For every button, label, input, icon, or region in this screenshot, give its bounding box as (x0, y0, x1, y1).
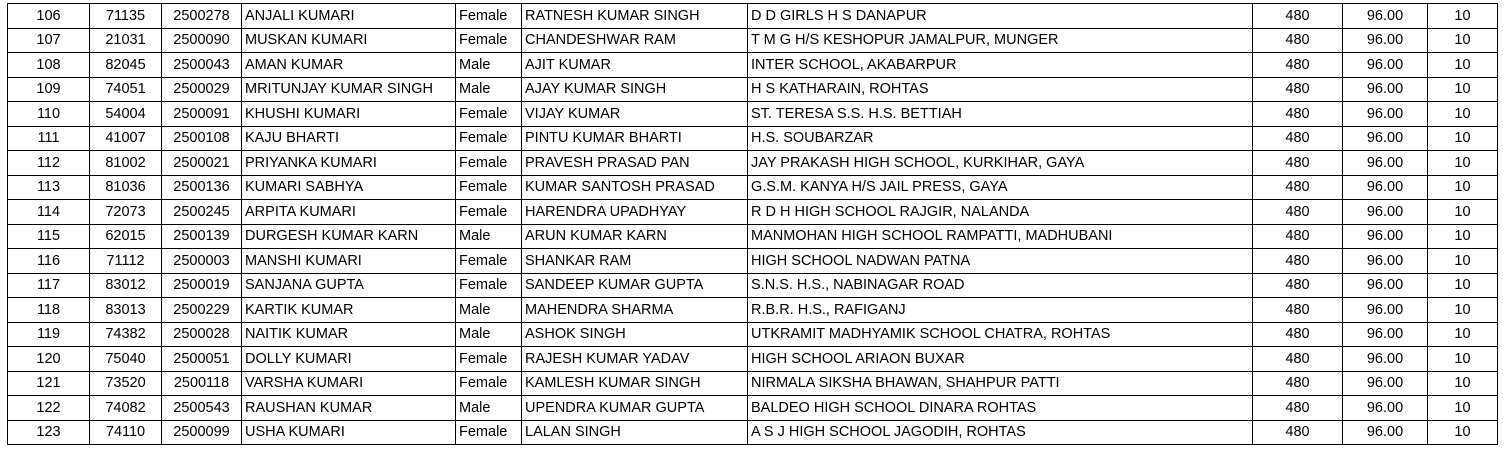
father-name-cell: PINTU KUMAR BHARTI (522, 126, 748, 151)
school-code-cell: 74110 (90, 420, 162, 445)
serial-number-cell: 116 (8, 249, 90, 274)
marks-cell: 480 (1253, 298, 1343, 323)
serial-number-cell: 108 (8, 53, 90, 78)
percentage-cell: 96.00 (1343, 77, 1428, 102)
percentage-cell: 96.00 (1343, 298, 1428, 323)
student-name-cell: ANJALI KUMARI (242, 4, 456, 29)
percentage-cell: 96.00 (1343, 151, 1428, 176)
table-row (8, 28, 1498, 53)
student-name-cell: RAUSHAN KUMAR (242, 396, 456, 421)
serial-number-cell: 115 (8, 224, 90, 249)
marks-cell: 480 (1253, 77, 1343, 102)
table-row (8, 53, 1498, 78)
school-code-cell: 41007 (90, 126, 162, 151)
serial-number-cell: 110 (8, 102, 90, 127)
marks-cell: 480 (1253, 224, 1343, 249)
gender-cell: Female (456, 371, 522, 396)
rank-cell: 10 (1428, 175, 1498, 200)
father-name-cell: MAHENDRA SHARMA (522, 298, 748, 323)
school-code-cell: 62015 (90, 224, 162, 249)
roll-number-cell: 2500118 (162, 371, 242, 396)
roll-number-cell: 2500029 (162, 77, 242, 102)
gender-cell: Female (456, 273, 522, 298)
gender-cell: Male (456, 298, 522, 323)
table-row (8, 347, 1498, 372)
rank-cell: 10 (1428, 77, 1498, 102)
school-code-cell: 74051 (90, 77, 162, 102)
father-name-cell: VIJAY KUMAR (522, 102, 748, 127)
student-name-cell: AMAN KUMAR (242, 53, 456, 78)
school-name-cell: G.S.M. KANYA H/S JAIL PRESS, GAYA (748, 175, 1253, 200)
school-code-cell: 82045 (90, 53, 162, 78)
marks-cell: 480 (1253, 4, 1343, 29)
father-name-cell: ASHOK SINGH (522, 322, 748, 347)
rank-cell: 10 (1428, 249, 1498, 274)
rank-cell: 10 (1428, 126, 1498, 151)
rank-cell: 10 (1428, 298, 1498, 323)
percentage-cell: 96.00 (1343, 53, 1428, 78)
table-row (8, 420, 1498, 445)
school-name-cell: MANMOHAN HIGH SCHOOL RAMPATTI, MADHUBANI (748, 224, 1253, 249)
rank-cell: 10 (1428, 371, 1498, 396)
student-name-cell: SANJANA GUPTA (242, 273, 456, 298)
gender-cell: Female (456, 200, 522, 225)
student-name-cell: KHUSHI KUMARI (242, 102, 456, 127)
father-name-cell: UPENDRA KUMAR GUPTA (522, 396, 748, 421)
school-name-cell: UTKRAMIT MADHYAMIK SCHOOL CHATRA, ROHTAS (748, 322, 1253, 347)
percentage-cell: 96.00 (1343, 200, 1428, 225)
father-name-cell: PRAVESH PRASAD PAN (522, 151, 748, 176)
serial-number-cell: 121 (8, 371, 90, 396)
student-name-cell: KAJU BHARTI (242, 126, 456, 151)
rank-cell: 10 (1428, 396, 1498, 421)
roll-number-cell: 2500245 (162, 200, 242, 225)
student-name-cell: MANSHI KUMARI (242, 249, 456, 274)
father-name-cell: KAMLESH KUMAR SINGH (522, 371, 748, 396)
serial-number-cell: 123 (8, 420, 90, 445)
father-name-cell: RATNESH KUMAR SINGH (522, 4, 748, 29)
marks-cell: 480 (1253, 102, 1343, 127)
rank-cell: 10 (1428, 4, 1498, 29)
percentage-cell: 96.00 (1343, 224, 1428, 249)
father-name-cell: AJAY KUMAR SINGH (522, 77, 748, 102)
serial-number-cell: 119 (8, 322, 90, 347)
school-name-cell: JAY PRAKASH HIGH SCHOOL, KURKIHAR, GAYA (748, 151, 1253, 176)
gender-cell: Male (456, 322, 522, 347)
father-name-cell: SANDEEP KUMAR GUPTA (522, 273, 748, 298)
percentage-cell: 96.00 (1343, 126, 1428, 151)
gender-cell: Female (456, 151, 522, 176)
father-name-cell: RAJESH KUMAR YADAV (522, 347, 748, 372)
student-name-cell: KARTIK KUMAR (242, 298, 456, 323)
father-name-cell: CHANDESHWAR RAM (522, 28, 748, 53)
rank-cell: 10 (1428, 151, 1498, 176)
gender-cell: Female (456, 126, 522, 151)
student-name-cell: DURGESH KUMAR KARN (242, 224, 456, 249)
student-name-cell: ARPITA KUMARI (242, 200, 456, 225)
serial-number-cell: 113 (8, 175, 90, 200)
rank-cell: 10 (1428, 224, 1498, 249)
percentage-cell: 96.00 (1343, 28, 1428, 53)
school-name-cell: H S KATHARAIN, ROHTAS (748, 77, 1253, 102)
student-name-cell: MRITUNJAY KUMAR SINGH (242, 77, 456, 102)
father-name-cell: KUMAR SANTOSH PRASAD (522, 175, 748, 200)
school-code-cell: 72073 (90, 200, 162, 225)
school-name-cell: H.S. SOUBARZAR (748, 126, 1253, 151)
percentage-cell: 96.00 (1343, 347, 1428, 372)
gender-cell: Female (456, 249, 522, 274)
school-name-cell: HIGH SCHOOL NADWAN PATNA (748, 249, 1253, 274)
marks-cell: 480 (1253, 151, 1343, 176)
serial-number-cell: 120 (8, 347, 90, 372)
serial-number-cell: 106 (8, 4, 90, 29)
serial-number-cell: 109 (8, 77, 90, 102)
rank-cell: 10 (1428, 200, 1498, 225)
school-code-cell: 75040 (90, 347, 162, 372)
father-name-cell: HARENDRA UPADHYAY (522, 200, 748, 225)
percentage-cell: 96.00 (1343, 249, 1428, 274)
serial-number-cell: 107 (8, 28, 90, 53)
roll-number-cell: 2500139 (162, 224, 242, 249)
table-row (8, 126, 1498, 151)
rank-cell: 10 (1428, 322, 1498, 347)
school-code-cell: 83012 (90, 273, 162, 298)
table-row (8, 249, 1498, 274)
table-row (8, 77, 1498, 102)
percentage-cell: 96.00 (1343, 322, 1428, 347)
school-name-cell: D D GIRLS H S DANAPUR (748, 4, 1253, 29)
school-name-cell: BALDEO HIGH SCHOOL DINARA ROHTAS (748, 396, 1253, 421)
serial-number-cell: 122 (8, 396, 90, 421)
table-row (8, 396, 1498, 421)
table-row (8, 273, 1498, 298)
school-code-cell: 74382 (90, 322, 162, 347)
percentage-cell: 96.00 (1343, 420, 1428, 445)
school-code-cell: 74082 (90, 396, 162, 421)
school-code-cell: 54004 (90, 102, 162, 127)
rank-cell: 10 (1428, 273, 1498, 298)
marks-cell: 480 (1253, 53, 1343, 78)
school-name-cell: R D H HIGH SCHOOL RAJGIR, NALANDA (748, 200, 1253, 225)
table-body (8, 4, 1498, 445)
roll-number-cell: 2500051 (162, 347, 242, 372)
school-code-cell: 83013 (90, 298, 162, 323)
student-name-cell: VARSHA KUMARI (242, 371, 456, 396)
table-row (8, 4, 1498, 29)
marks-cell: 480 (1253, 371, 1343, 396)
school-name-cell: NIRMALA SIKSHA BHAWAN, SHAHPUR PATTI (748, 371, 1253, 396)
school-name-cell: R.B.R. H.S., RAFIGANJ (748, 298, 1253, 323)
student-name-cell: USHA KUMARI (242, 420, 456, 445)
table-row (8, 298, 1498, 323)
roll-number-cell: 2500099 (162, 420, 242, 445)
father-name-cell: ARUN KUMAR KARN (522, 224, 748, 249)
serial-number-cell: 114 (8, 200, 90, 225)
gender-cell: Male (456, 224, 522, 249)
percentage-cell: 96.00 (1343, 4, 1428, 29)
gender-cell: Female (456, 420, 522, 445)
rank-cell: 10 (1428, 420, 1498, 445)
table-row (8, 151, 1498, 176)
student-name-cell: MUSKAN KUMARI (242, 28, 456, 53)
percentage-cell: 96.00 (1343, 396, 1428, 421)
student-name-cell: KUMARI SABHYA (242, 175, 456, 200)
percentage-cell: 96.00 (1343, 273, 1428, 298)
table-row (8, 200, 1498, 225)
school-name-cell: S.N.S. H.S., NABINAGAR ROAD (748, 273, 1253, 298)
serial-number-cell: 111 (8, 126, 90, 151)
percentage-cell: 96.00 (1343, 371, 1428, 396)
student-name-cell: NAITIK KUMAR (242, 322, 456, 347)
serial-number-cell: 117 (8, 273, 90, 298)
student-name-cell: PRIYANKA KUMARI (242, 151, 456, 176)
rank-cell: 10 (1428, 53, 1498, 78)
results-table (7, 3, 1498, 445)
rank-cell: 10 (1428, 347, 1498, 372)
school-name-cell: HIGH SCHOOL ARIAON BUXAR (748, 347, 1253, 372)
marks-cell: 480 (1253, 249, 1343, 274)
rank-cell: 10 (1428, 28, 1498, 53)
marks-cell: 480 (1253, 322, 1343, 347)
marks-cell: 480 (1253, 175, 1343, 200)
serial-number-cell: 112 (8, 151, 90, 176)
roll-number-cell: 2500136 (162, 175, 242, 200)
roll-number-cell: 2500543 (162, 396, 242, 421)
table-row (8, 371, 1498, 396)
school-code-cell: 21031 (90, 28, 162, 53)
father-name-cell: AJIT KUMAR (522, 53, 748, 78)
school-name-cell: ST. TERESA S.S. H.S. BETTIAH (748, 102, 1253, 127)
percentage-cell: 96.00 (1343, 175, 1428, 200)
marks-cell: 480 (1253, 273, 1343, 298)
school-code-cell: 71112 (90, 249, 162, 274)
gender-cell: Male (456, 77, 522, 102)
roll-number-cell: 2500019 (162, 273, 242, 298)
roll-number-cell: 2500021 (162, 151, 242, 176)
table-row (8, 175, 1498, 200)
roll-number-cell: 2500108 (162, 126, 242, 151)
gender-cell: Female (456, 175, 522, 200)
school-name-cell: A S J HIGH SCHOOL JAGODIH, ROHTAS (748, 420, 1253, 445)
roll-number-cell: 2500028 (162, 322, 242, 347)
father-name-cell: SHANKAR RAM (522, 249, 748, 274)
gender-cell: Male (456, 396, 522, 421)
gender-cell: Female (456, 102, 522, 127)
marks-cell: 480 (1253, 396, 1343, 421)
school-code-cell: 71135 (90, 4, 162, 29)
gender-cell: Female (456, 347, 522, 372)
school-name-cell: T M G H/S KESHOPUR JAMALPUR, MUNGER (748, 28, 1253, 53)
roll-number-cell: 2500043 (162, 53, 242, 78)
roll-number-cell: 2500090 (162, 28, 242, 53)
father-name-cell: LALAN SINGH (522, 420, 748, 445)
marks-cell: 480 (1253, 347, 1343, 372)
school-code-cell: 73520 (90, 371, 162, 396)
table-row (8, 322, 1498, 347)
gender-cell: Female (456, 4, 522, 29)
marks-cell: 480 (1253, 420, 1343, 445)
marks-cell: 480 (1253, 28, 1343, 53)
roll-number-cell: 2500278 (162, 4, 242, 29)
table-row (8, 102, 1498, 127)
percentage-cell: 96.00 (1343, 102, 1428, 127)
serial-number-cell: 118 (8, 298, 90, 323)
rank-cell: 10 (1428, 102, 1498, 127)
school-name-cell: INTER SCHOOL, AKABARPUR (748, 53, 1253, 78)
marks-cell: 480 (1253, 126, 1343, 151)
results-table-container (7, 3, 1498, 445)
table-row (8, 224, 1498, 249)
roll-number-cell: 2500003 (162, 249, 242, 274)
roll-number-cell: 2500229 (162, 298, 242, 323)
school-code-cell: 81002 (90, 151, 162, 176)
roll-number-cell: 2500091 (162, 102, 242, 127)
gender-cell: Male (456, 53, 522, 78)
school-code-cell: 81036 (90, 175, 162, 200)
student-name-cell: DOLLY KUMARI (242, 347, 456, 372)
gender-cell: Female (456, 28, 522, 53)
marks-cell: 480 (1253, 200, 1343, 225)
